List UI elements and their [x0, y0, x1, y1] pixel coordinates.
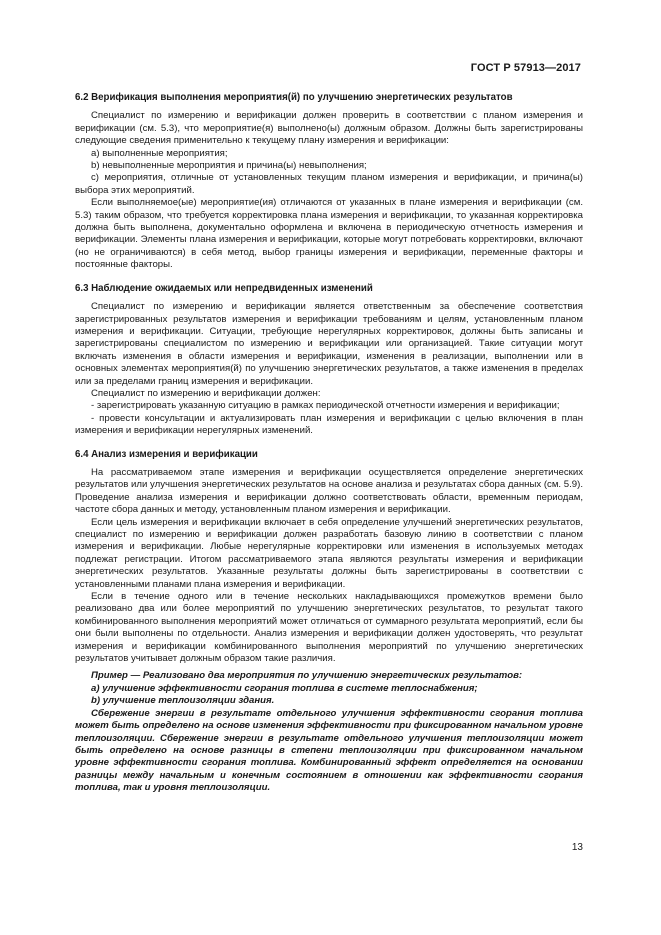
section-6-4 — [75, 449, 583, 795]
list-item: b) невыполненные мероприятия и причина(ы) невыполнения; — [91, 160, 367, 172]
list-item: - зарегистрировать указанную ситуацию в рамках периодической отчетности измерения и верификации; — [91, 400, 560, 412]
paragraph: Специалист по измерению и верификации должен проверить в соответствии с планом измерения и верификации (см. 5.3), что мероприятие(я) выполнено(ы) должным образом. Должны быть зарегистрированы следующие сведения применительно к текущему плану измерения и верификации: — [75, 110, 583, 147]
document-body — [75, 92, 583, 806]
list-item: c) мероприятия, отличные от установленных текущим планом измерения и верификации, и причина(ы) выбора этих мероприятий. — [75, 172, 583, 196]
section-heading: 6.2 Верификация выполнения мероприятия(й) по улучшению энергетических результатов — [75, 92, 513, 103]
example-item: a) улучшение эффективности сгорания топлива в системе теплоснабжения; — [91, 682, 478, 694]
page-number: 13 — [571, 842, 583, 853]
section-heading: 6.3 Наблюдение ожидаемых или непредвиденных изменений — [75, 282, 373, 294]
paragraph: Если в течение одного или в течение нескольких накладывающихся промежутков времени было реализовано два или более мероприятий по улучшению энергетических результатов, то результат такого комбинированного выполнения мероприятий может отличаться от суммарного результата мероприятий, если бы они были выполнены по отдельности. Анализ измерения и верификации должен удостоверять, что результат измерения и верификации комбинированного выполнения мероприятий по улучшению энергетических результатов учитывает должным образом такие различия. — [75, 591, 583, 665]
paragraph: Если цель измерения и верификации включает в себя определение улучшений энергетических результатов, специалист по измерению и верификации должен разработать базовую линию в соответствии с планом измерения и верификации. Любые нерегулярные корректировки или изменения в используемых методах подлежат регистрации. Итогом рассматриваемого этапа являются результаты измерения и верификации энергетических результатов. Указанные результаты должны быть зарегистрированы в соответствии с установленными планами плана измерения и верификации. — [75, 516, 583, 590]
example-text: Сбережение энергии в результате отдельного улучшения эффективности сгорания топлива может быть определено на основе изменения эффективности при фиксированном начальном уровне теплоизоляции. Сбережение энергии в результате отдельного улучшения теплоизоляции может быть определено на основе разницы в степени теплоизоляции при фиксированном начальном уровне эффективности сгорания топлива. Комбинированный эффект определяется на основании разницы между начальным и конечным состоянием в отношении как эффективности сгорания топлива, так и уровня теплоизоляции. — [75, 707, 583, 794]
section-6-3 — [75, 283, 583, 438]
list-item: - провести консультации и актуализировать план измерения и верификации с целью включения в план измерения и верификации нерегулярных изменений. — [75, 412, 583, 437]
example-title: Пример — Реализовано два мероприятия по улучшению энергетических результатов: — [91, 670, 523, 682]
paragraph: Специалист по измерению и верификации является ответственным за обеспечение соответствия зарегистрированных результатов измерения и верификации требованиям и целям, установленным планом измерения и верификации. Ситуации, требующие нерегулярных корректировок, должны быть записаны и зарегистрированы специалистом по измерению и верификации или организацией. Такие ситуации могут включать изменения в области измерения и верификации, изменения в реализации, выполнении или в основных элементах мероприятия(й) по улучшению энергетических результатов, а также изменения в пределах или за пределами границ измерения и верификации. — [75, 301, 583, 387]
list-item: а) выполненные мероприятия; — [91, 147, 228, 159]
standard-code: ГОСТ Р 57913—2017 — [470, 62, 581, 74]
paragraph: Специалист по измерению и верификации должен: — [91, 387, 321, 399]
section-6-2 — [75, 92, 583, 272]
paragraph: Если выполняемое(ые) мероприятие(ия) отличаются от указанных в плане измерения и верификации (см. 5.3) таким образом, что требуется корректировка плана измерения и верификации, то указанная корректировка должна быть выполнена, документально оформлена и включена в периодическую отчетность измерения и верификации. Элементы плана измерения и верификации, которые могут потребовать корректировки, включают (но не ограничиваются) в себя метод, выбор границы измерения и верификации, переменные факторы и постоянные факторы. — [75, 197, 583, 271]
paragraph: На рассматриваемом этапе измерения и верификации осуществляется определение энергетических результатов или улучшения энергетических результатов на основе анализа и результатах сбора данных (см. 5.9). Проведение анализа измерения и верификации должно соответствовать области, временным периодам, частоте сбора данных и методу, установленным планом измерения и верификации. — [75, 466, 583, 516]
example-item: b) улучшение теплоизоляции здания. — [91, 695, 275, 707]
section-heading: 6.4 Анализ измерения и верификации — [75, 448, 258, 460]
